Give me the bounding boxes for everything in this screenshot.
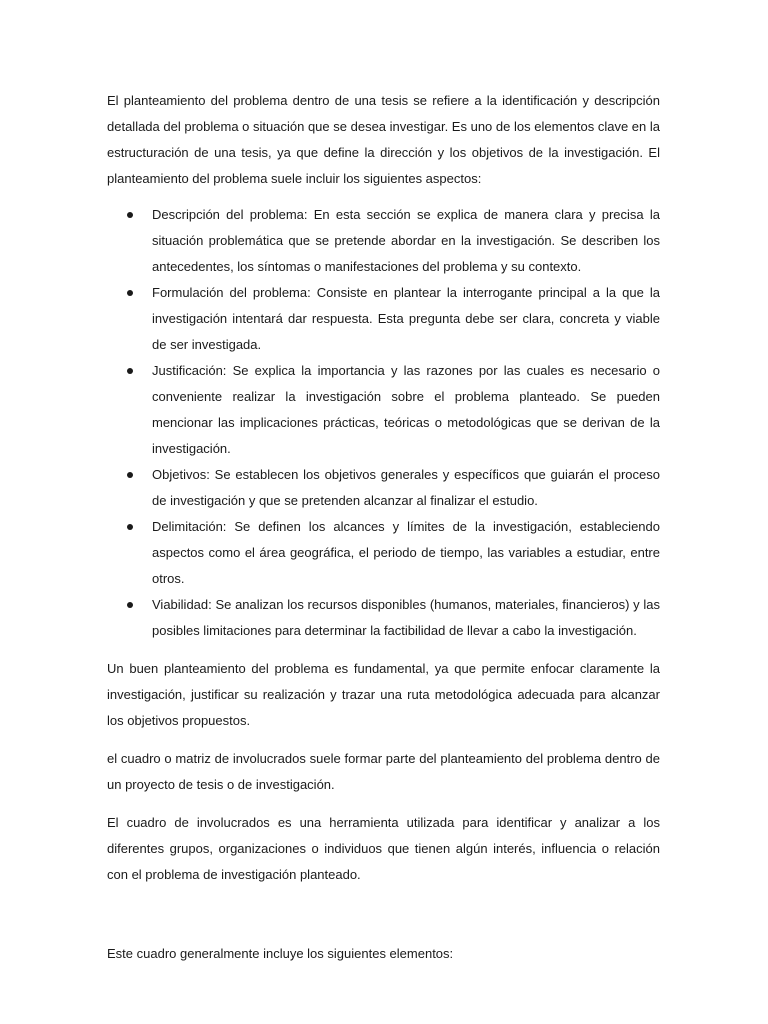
list-item bbox=[107, 202, 660, 280]
bullet-icon bbox=[127, 290, 133, 296]
matrix-paragraph: el cuadro o matriz de involucrados suele formar parte del planteamiento del problema dentro de un proyecto de tesis o de investigación. bbox=[107, 751, 660, 792]
list-item-text: Objetivos: Se establecen los objetivos generales y específicos que guiarán el proceso de investigación y que se pretenden alcanzar al finalizar el estudio. bbox=[152, 467, 660, 508]
list-item-text: Viabilidad: Se analizan los recursos disponibles (humanos, materiales, financieros) y las posibles limitaciones para determinar la factibilidad de llevar a cabo la investigación. bbox=[152, 597, 660, 638]
document-page bbox=[107, 88, 660, 967]
intro-paragraph: El planteamiento del problema dentro de una tesis se refiere a la identificación y descripción detallada del problema o situación que se desea investigar. Es uno de los elementos clave en la estructuración de una tesis, ya que define la dirección y los objetivos de la investigación. El planteamiento del problema suele incluir los siguientes aspectos: bbox=[107, 93, 660, 186]
list-item-text: Descripción del problema: En esta sección se explica de manera clara y precisa la situación problemática que se pretende abordar en la investigación. Se describen los antecedentes, los síntomas o manifestaciones del problema y su contexto. bbox=[152, 207, 660, 274]
list-item-text: Formulación del problema: Consiste en plantear la interrogante principal a la que la investigación intentará dar respuesta. Esta pregunta debe ser clara, concreta y viable de ser investigada. bbox=[152, 285, 660, 352]
aspects-list bbox=[107, 202, 660, 644]
bullet-icon bbox=[127, 368, 133, 374]
list-item bbox=[107, 514, 660, 592]
bullet-icon bbox=[127, 524, 133, 530]
stakeholders-paragraph: El cuadro de involucrados es una herramienta utilizada para identificar y analizar a los diferentes grupos, organizaciones o individuos que tienen algún interés, influencia o relación con el problema de investigación planteado. bbox=[107, 815, 660, 882]
elements-intro-paragraph: Este cuadro generalmente incluye los siguientes elementos: bbox=[107, 946, 454, 961]
bullet-icon bbox=[127, 472, 133, 478]
list-item-text: Delimitación: Se definen los alcances y límites de la investigación, estableciendo aspectos como el área geográfica, el periodo de tiempo, las variables a estudiar, entre otros. bbox=[152, 519, 660, 586]
bullet-icon bbox=[127, 602, 133, 608]
list-item bbox=[107, 462, 660, 514]
list-item bbox=[107, 280, 660, 358]
summary-paragraph: Un buen planteamiento del problema es fundamental, ya que permite enfocar claramente la investigación, justificar su realización y trazar una ruta metodológica adecuada para alcanzar los objetivos propuestos. bbox=[107, 661, 660, 728]
list-item bbox=[107, 358, 660, 462]
bullet-icon bbox=[127, 212, 133, 218]
list-item bbox=[107, 592, 660, 644]
list-item-text: Justificación: Se explica la importancia y las razones por las cuales es necesario o conveniente realizar la investigación sobre el problema planteado. Se pueden mencionar las implicaciones prácticas, teóricas o metodológicas que se derivan de la investigación. bbox=[152, 363, 660, 456]
